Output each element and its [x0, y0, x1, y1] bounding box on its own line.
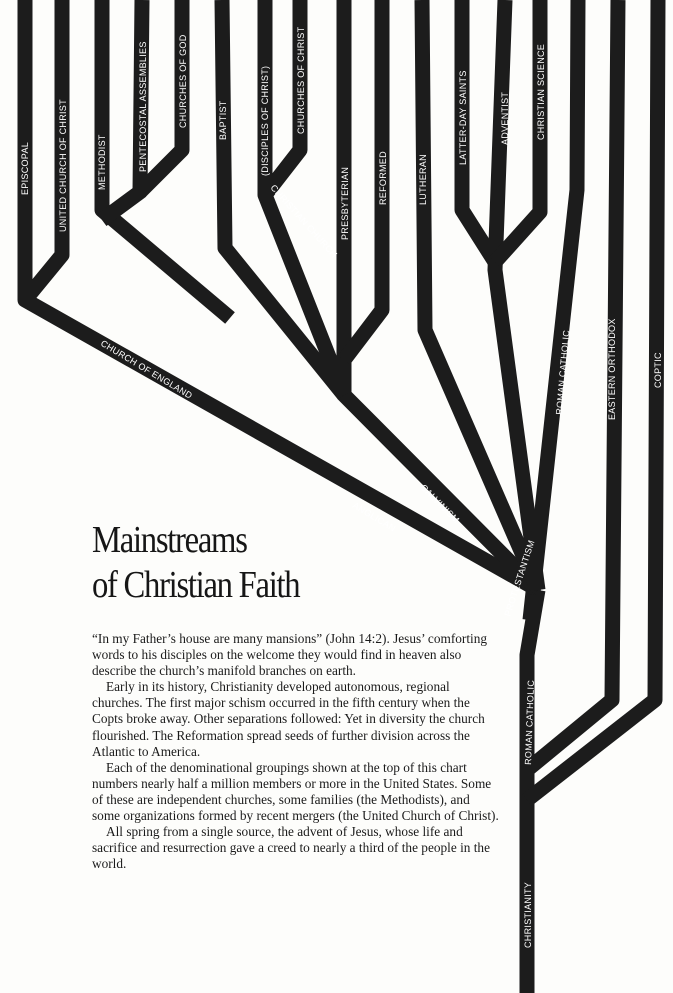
body-text: [92, 631, 500, 872]
label-lutheran: LUTHERAN: [418, 154, 428, 205]
label-reformed: REFORMED: [378, 151, 388, 205]
label-calvinism: CALVINISM: [418, 482, 462, 526]
label-disciples-of-christ: (DISCIPLES OF CHRIST): [260, 65, 270, 176]
page-title: [92, 518, 299, 608]
label-church-of-england: CHURCH OF ENGLAND: [98, 338, 195, 401]
label-episcopal: EPISCOPAL: [20, 141, 30, 195]
label-protestantism: PROTESTANTISM: [502, 538, 537, 618]
label-churches-of-god: CHURCHES OF GOD: [178, 34, 188, 128]
paragraph-2: Early in its history, Christianity developed autonomous, regional churches. The first major schism occurred in the fifth century when the Copts broke away. Other separations followed: Yet in diversity the church flourished. The Reformation spread seeds of further division across the Atlantic to America.: [92, 679, 485, 759]
label-roman-catholic-lower: ROMAN CATHOLIC: [523, 679, 536, 766]
label-adventist: ADVENTIST: [500, 91, 510, 145]
label-roman-catholic-upper: ROMAN CATHOLIC: [554, 329, 572, 416]
paragraph-1: “In my Father’s house are many mansions” (John 14:2). Jesus’ comforting words to his disciples on the welcome they would find in heaven also describe the church’s manifold branches on earth.: [92, 631, 488, 679]
label-coptic: COPTIC: [653, 352, 663, 388]
label-christian-science: CHRISTIAN SCIENCE: [536, 43, 546, 140]
label-baptist: BAPTIST: [218, 100, 228, 140]
label-eastern-orthodox: EASTERN ORTHODOX: [607, 318, 617, 420]
label-anglican: ANGLICAN: [350, 500, 398, 534]
label-presbyterian: PRESBYTERIAN: [340, 166, 350, 240]
label-christian-church: CHRISTIAN CHURCH: [268, 182, 340, 260]
label-methodist: METHODIST: [97, 134, 107, 190]
label-churches-of-christ: CHURCHES OF CHRIST: [296, 26, 306, 134]
label-latter-day-saints: LATTER-DAY SAINTS: [458, 70, 468, 165]
paragraph-4: All spring from a single source, the advent of Jesus, whose life and sacrifice and resurrection gave a creed to nearly a third of the people in the world.: [92, 824, 490, 872]
title-line-1: Mainstreams: [92, 519, 247, 561]
label-pentecostal-assemblies: PENTECOSTAL ASSEMBLIES: [138, 41, 148, 172]
title-line-2: of Christian Faith: [92, 564, 300, 606]
paragraph-3: Each of the denominational groupings shown at the top of this chart numbers nearly half a million members or more in the United States. Some of these are independent churches, some families (the Methodists), and some organizations formed by recent mergers (the United Church of Christ).: [92, 759, 499, 824]
label-christianity: CHRISTIANITY: [523, 881, 533, 948]
label-united-church-of-christ: UNITED CHURCH OF CHRIST: [58, 99, 68, 232]
